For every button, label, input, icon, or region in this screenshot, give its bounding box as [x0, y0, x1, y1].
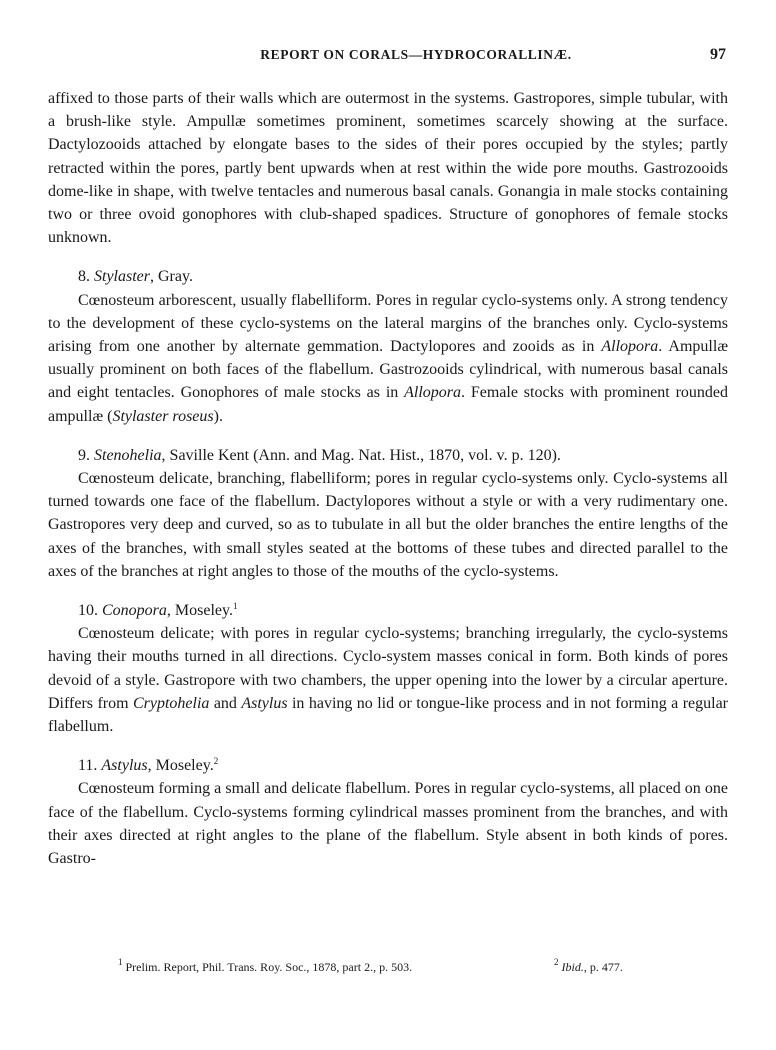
genus-name: Stenohelia [94, 446, 162, 464]
section-number: 9. [78, 446, 90, 464]
genus-reference: Astylus [241, 694, 288, 712]
text-run: . Female stocks with prominent rounded ampullæ ( [48, 384, 729, 425]
footnote-marker: 1 [232, 601, 238, 612]
authority: , Gray. [150, 268, 193, 286]
page-header [48, 47, 728, 67]
section-number: 8. [78, 268, 90, 286]
text-run: and [209, 694, 242, 712]
paragraph-stenohelia [48, 467, 728, 583]
body-text [48, 87, 728, 870]
section-heading-stenohelia [48, 444, 728, 467]
genus-reference: Allopora [601, 338, 659, 356]
authority: , Moseley. [166, 602, 233, 620]
text-run: Cœnosteum arborescent, usually flabelliform. Pores in regular cyclo-systems only. A strong tendency to the development of these cyclo-systems on the lateral margins of the branches only. Cyclo-systems arising from one another by alternate gemmation. Dactylopores and zooids as in [48, 291, 728, 356]
text-run: ). [213, 407, 223, 425]
section-number: 11. [78, 757, 98, 775]
text-run: Cœnosteum delicate, branching, flabelliform; pores in regular cyclo-systems only. Cyclo-systems all turned towards one face of the flabellum. Dactylopores without a style or with a very rudimentary one. Gastropores very deep and curved, so as to tubulate in all but the older branches the entire lengths of the axes of the branches, with small styles seated at the bottoms of these tubes and directed parallel to the axes of the branches at right angles to those of the mouths of the cyclo-systems. [48, 470, 728, 580]
authority: , Moseley. [147, 757, 214, 775]
genus-name: Astylus [101, 757, 148, 775]
section-heading-conopora [48, 599, 728, 622]
running-head: REPORT ON CORALS—HYDROCORALLINÆ. [260, 47, 572, 62]
text-run: . Ampullæ usually prominent on both faces of the flabellum. Gastrozooids cylindrical, with numerous basal canals and eight tentacles. Gonophores of male stocks as in [48, 338, 728, 402]
paragraph-continuation [48, 87, 728, 249]
text-run: in having no lid or tongue-like process and in not forming a regular flabellum. [48, 694, 728, 736]
text-run: Cœnosteum forming a small and delicate flabellum. Pores in regular cyclo-systems, all placed on one face of the flabellum. Cyclo-systems forming cylindrical masses prominent from the branches, and with their axes directed at right angles to the plane of the flabellum. Style absent in both kinds of pores. Gastro- [48, 780, 728, 868]
footnote-1 [118, 957, 413, 975]
genus-reference: Allopora [404, 384, 462, 402]
footnote-text: , p. 477. [583, 960, 623, 974]
footnote-number: 1 [118, 957, 123, 967]
text-run: Cœnosteum delicate; with pores in regular cyclo-systems; branching irregularly, the cyclo-systems having their mouths turned in all directions. Cyclo-system masses conical in form. Both kinds of pores devoid of a style. Gastropore with two chambers, the upper opening into the lower by a circular aperture. Differs from [48, 625, 728, 712]
genus-name: Stylaster [94, 268, 150, 286]
paragraph-conopora [48, 622, 728, 738]
authority: , Saville Kent (Ann. and Mag. Nat. Hist., 1870, vol. v. p. 120). [161, 446, 561, 464]
page-number: 97 [710, 46, 726, 63]
footnote-ibid: Ibid. [561, 960, 584, 974]
paragraph-stylaster [48, 289, 728, 428]
footnote-2 [554, 957, 623, 975]
footnote-number: 2 [554, 957, 559, 967]
genus-reference: Cryptohelia [132, 694, 210, 712]
section-heading-astylus [48, 754, 728, 777]
paragraph-astylus [48, 777, 728, 870]
paragraph-text: affixed to those parts of their walls which are outermost in the systems. Gastropores, simple tubular, with a brush-like style. Ampullæ sometimes prominent, sometimes scarcely showing at the surface. Dactylozooids attached by elongate bases to the sides of their pores occupied by the styles; partly retracted within the pores, partly bent upwards when at rest within the wide pore mouths. Gastrozooids dome-like in shape, with twelve tentacles and numerous basal canals. Gonangia in male stocks containing two or three ovoid gonophores with club-shaped spadices. Structure of gonophores of female stocks unknown. [48, 90, 728, 247]
footnote-text: Prelim. Report, Phil. Trans. Roy. Soc., 1878, part 2., p. 503. [125, 960, 413, 974]
footnote-marker: 2 [213, 756, 219, 767]
genus-name: Conopora [102, 602, 167, 620]
section-number: 10. [78, 602, 98, 620]
section-heading-stylaster [48, 265, 728, 288]
species-reference: Stylaster roseus [112, 407, 214, 425]
